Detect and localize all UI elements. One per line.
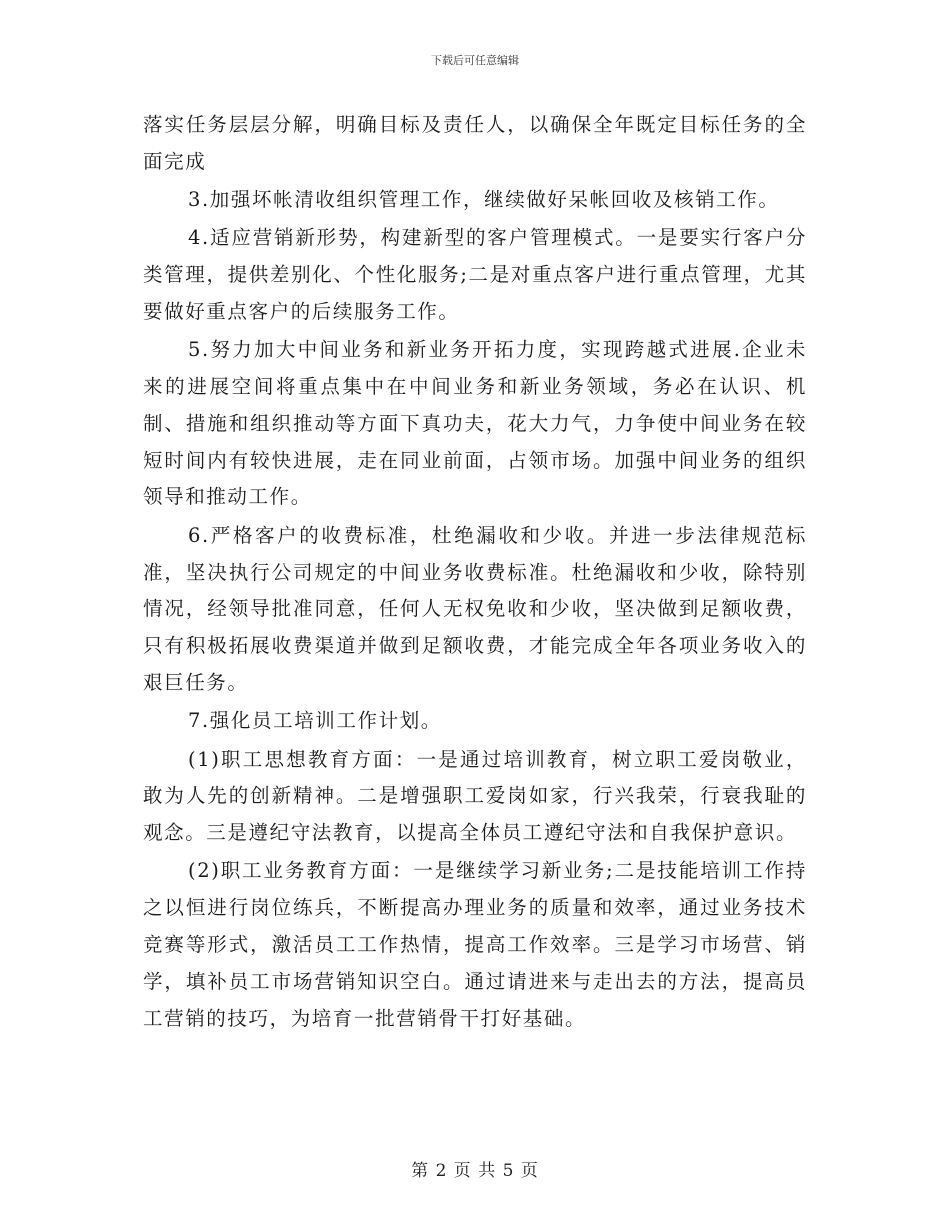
page-number: 第 2 页 共 5 页 [411, 1161, 539, 1181]
document-body [143, 107, 807, 1039]
paragraph-item-4: 4.适应营销新形势，构建新型的客户管理模式。一是要实行客户分类管理，提供差别化、个性化服务;二是对重点客户进行重点管理，尤其要做好重点客户的后续服务工作。 [143, 226, 807, 323]
paragraph-item-5: 5.努力加大中间业务和新业务开拓力度，实现跨越式进展.企业未来的进展空间将重点集中在中间业务和新业务领域，务必在认识、机制、措施和组织推动等方面下真功夫，花大力气，力争使中间业务在较短时间内有较快进展，走在同业前面，占领市场。加强中间业务的组织领导和推动工作。 [143, 338, 807, 509]
page-header-note: 下载后可任意编辑 [431, 54, 519, 67]
paragraph-sub-2: (2)职工业务教育方面：一是继续学习新业务;二是技能培训工作持之以恒进行岗位练兵，不断提高办理业务的质量和效率，通过业务技术竞赛等形式，激活员工工作热情，提高工作效率。三是学习市场营、销学，填补员工市场营销知识空白。通过请进来与走出去的方法，提高员工营销的技巧，为培育一批营销骨干打好基础。 [143, 859, 807, 1030]
paragraph-sub-1: (1)职工思想教育方面：一是通过培训教育，树立职工爱岗敬业，敢为人先的创新精神。二是增强职工爱岗如家，行兴我荣，行衰我耻的观念。三是遵纪守法教育，以提高全体员工遵纪守法和自我保护意识。 [143, 747, 807, 845]
paragraph-item-3: 3.加强坏帐清收组织管理工作，继续做好呆帐回收及核销工作。 [188, 188, 780, 212]
paragraph-item-6: 6.严格客户的收费标准，杜绝漏收和少收。并进一步法律规范标准，坚决执行公司规定的中间业务收费标准。杜绝漏收和少收，除特别情况，经领导批准同意，任何人无权免收和少收，坚决做到足额收费，只有积极拓展收费渠道并做到足额收费，才能完成全年各项业务收入的艰巨任务。 [143, 523, 807, 694]
paragraph-continuation: 落实任务层层分解，明确目标及责任人，以确保全年既定目标任务的全面完成 [143, 113, 807, 173]
paragraph-item-7: 7.强化员工培训工作计划。 [188, 709, 442, 733]
